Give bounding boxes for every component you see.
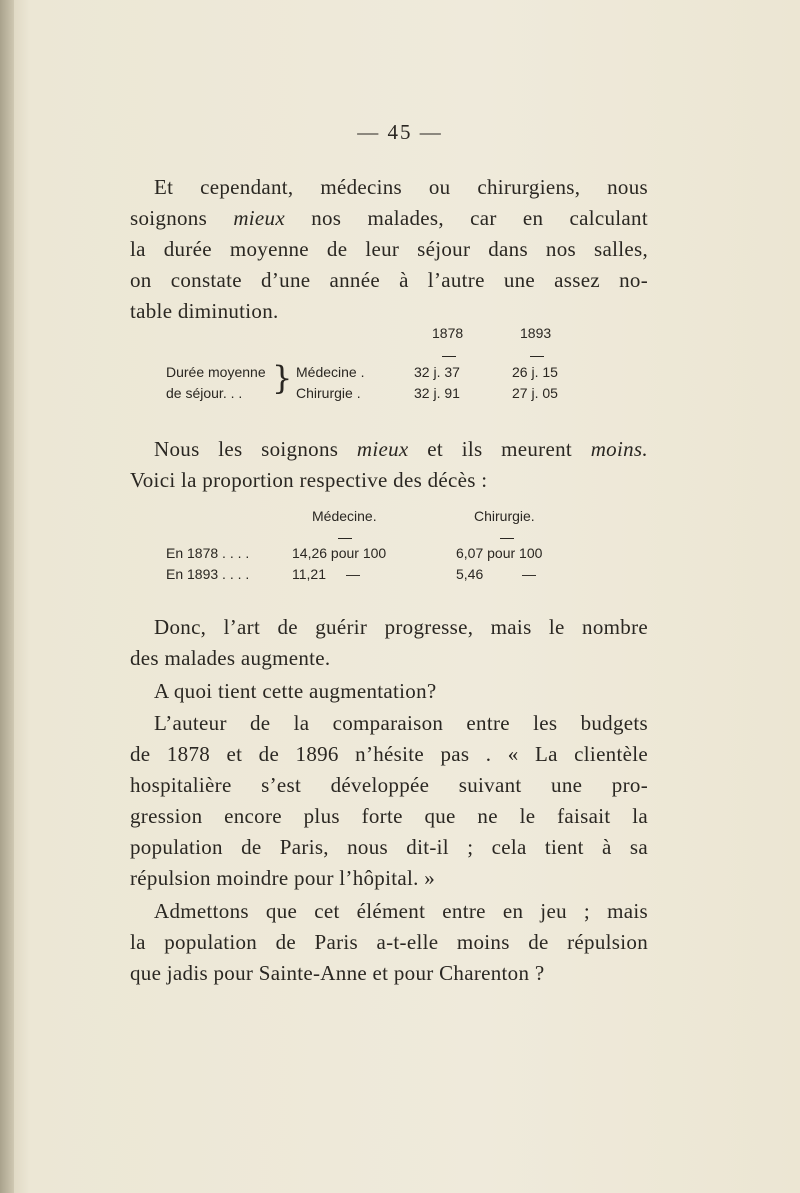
text-line: la durée moyenne de leur séjour dans nos salles, [130,237,648,261]
text-line: répulsion moindre pour l’hôpital. » [130,866,436,890]
paragraph-mortality [130,434,648,496]
value-cell: 14,26 pour 100 [292,545,387,561]
value-cell: 32 j. 37 [414,364,460,380]
row-label: En 1893 . . . . [166,566,250,582]
ditto-mark: — [346,566,360,582]
text-line: soignons mieux nos malades, car en calculant [130,206,648,230]
service-chirurgie: Chirurgie . [296,385,361,401]
value-cell: 32 j. 91 [414,385,460,401]
header-rule [442,356,456,357]
paragraph-quotation [130,708,648,894]
ditto-mark: — [522,566,536,582]
value-cell: 27 j. 05 [512,385,558,401]
column-header-medecine: Médecine. [312,508,377,524]
page-number: — 45 — [357,120,443,144]
text-line: la population de Paris a-t-elle moins de répulsion [130,930,648,954]
header-rule [500,538,514,539]
text-line: Et cependant, médecins ou chirurgiens, nous [154,175,648,199]
value-cell: 26 j. 15 [512,364,558,380]
text-line: L’auteur de la comparaison entre les budgets [154,711,648,735]
text-line: Nous les soignons mieux et ils meurent moins. [154,437,648,461]
value-cell: 6,07 pour 100 [456,545,543,561]
emphasis-text: mieux [356,437,409,461]
text-line: Voici la proportion respective des décès : [130,468,488,492]
text-line: A quoi tient cette augmentation? [154,679,437,703]
brace-symbol: } [272,359,293,397]
paragraph-intro [130,172,648,327]
paragraph-progress [130,612,648,674]
row-label: de séjour. . . [166,385,243,401]
text-line: population de Paris, nous dit-il ; cela tient à sa [130,835,648,859]
service-medecine: Médecine . [296,364,365,380]
column-header-1878: 1878 [432,325,464,341]
paragraph-conclusion [130,896,648,989]
page-binding-edge [0,0,14,1193]
text-line: hospitalière s’est développée suivant une pro- [130,773,648,797]
value-cell: 5,46 [456,566,484,582]
text-line: de 1878 et de 1896 n’hésite pas . « La clientèle [130,742,648,766]
text-line: que jadis pour Sainte-Anne et pour Charenton ? [130,961,545,985]
text-line: Admettons que cet élément entre en jeu ; mais [154,899,648,923]
text-line: on constate d’une année à l’autre une assez no- [130,268,648,292]
text-line: des malades augmente. [130,646,331,670]
column-header-1893: 1893 [520,325,552,341]
text-line: table diminution. [130,299,279,323]
row-label: Durée moyenne [166,364,266,380]
paragraph-question [130,676,648,707]
header-rule [338,538,352,539]
header-rule [530,356,544,357]
emphasis-text: mieux [233,206,285,230]
text-line: Donc, l’art de guérir progresse, mais le nombre [154,615,648,639]
text-line: gression encore plus forte que ne le faisait la [130,804,648,828]
emphasis-text: moins. [590,437,648,461]
row-label: En 1878 . . . . [166,545,250,561]
column-header-chirurgie: Chirurgie. [474,508,535,524]
value-cell: 11,21 [292,566,326,582]
